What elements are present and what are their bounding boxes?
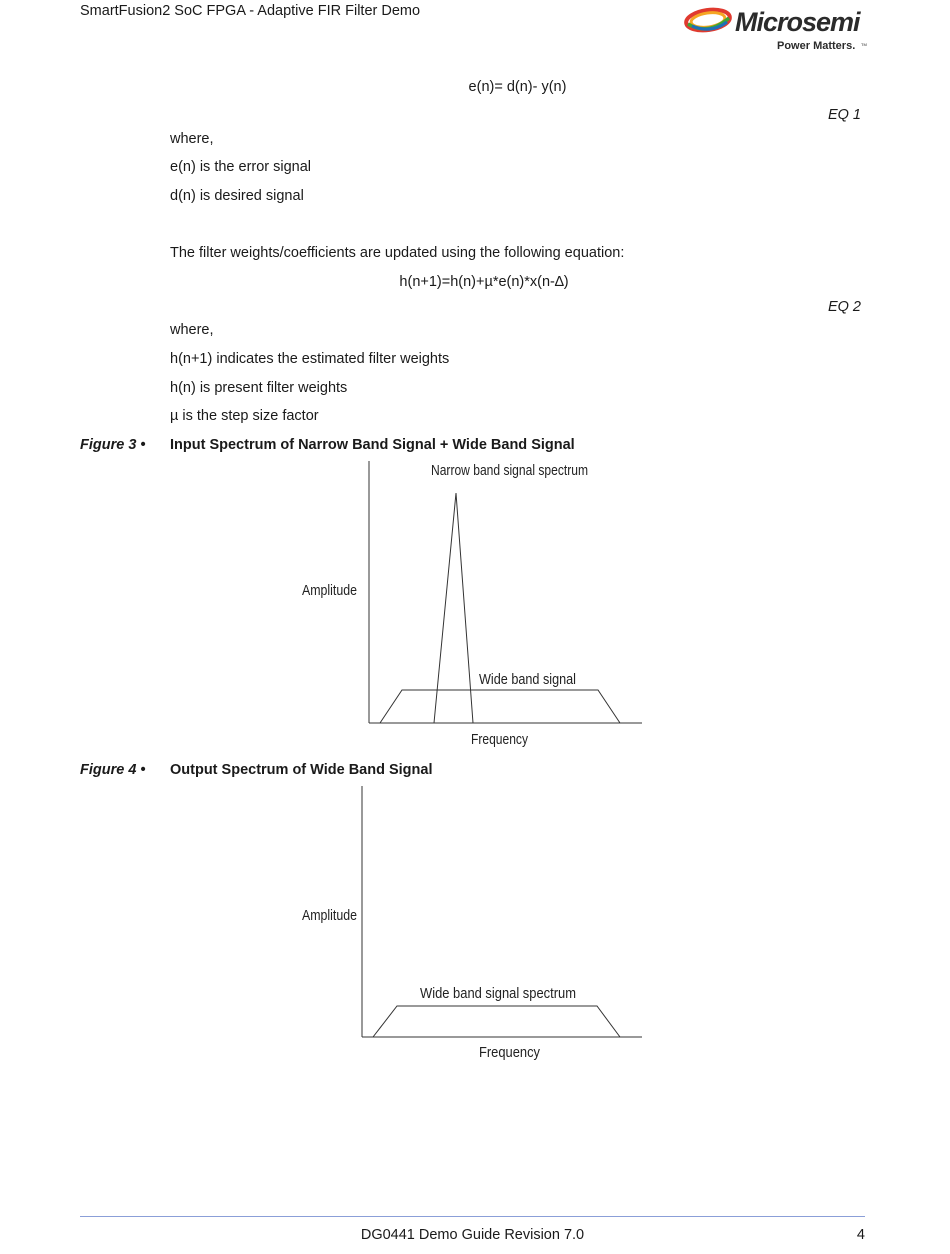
wide-band-label: Wide band signal (479, 671, 576, 688)
figure-3-label: Figure 3 • (80, 437, 146, 453)
equation-2: h(n+1)=h(n)+µ*e(n)*x(n-∆) (399, 274, 569, 290)
logo-wordmark: Microsemi (735, 7, 860, 37)
eq2-definition: h(n+1) indicates the estimated filter weights (170, 351, 450, 367)
logo-tagline: Power Matters. (777, 40, 856, 52)
page-number: 4 (856, 1227, 865, 1243)
figure-4-label: Figure 4 • (80, 762, 146, 778)
equation-2-number: EQ 2 (827, 299, 861, 315)
narrow-band-label: Narrow band signal spectrum (431, 462, 588, 479)
wide-band-trapezoid (373, 1006, 620, 1037)
footer-document-id: DG0441 Demo Guide Revision 7.0 (360, 1227, 585, 1243)
wide-band-spectrum-label: Wide band signal spectrum (420, 985, 576, 1002)
eq1-definition: e(n) is the error signal (170, 159, 312, 175)
eq1-where: where, (170, 131, 214, 147)
eq1-definition: d(n) is desired signal (170, 188, 304, 204)
footer-divider (80, 1216, 865, 1217)
wide-band-trapezoid (380, 690, 620, 723)
y-axis-label: Amplitude (302, 582, 357, 599)
logo-swirl-icon (685, 7, 731, 33)
figure-3-caption: Input Spectrum of Narrow Band Signal + Wide Band Signal (170, 437, 575, 453)
figure-4-diagram (280, 780, 660, 1070)
figure-3-diagram (280, 455, 660, 755)
eq2-where: where, (170, 322, 214, 338)
narrow-band-spike (434, 493, 473, 723)
logo-trademark: TM (861, 42, 867, 47)
equation-1-number: EQ 1 (827, 107, 861, 123)
eq2-definition: µ is the step size factor (170, 408, 319, 424)
x-axis-label: Frequency (471, 731, 529, 748)
figure-4-caption: Output Spectrum of Wide Band Signal (170, 762, 433, 778)
document-header-title: SmartFusion2 SoC FPGA - Adaptive FIR Filter Demo (80, 3, 421, 19)
y-axis-label: Amplitude (302, 907, 357, 924)
microsemi-logo (683, 4, 868, 54)
eq2-definition: h(n) is present filter weights (170, 380, 348, 396)
microsemi-logo-icon (683, 4, 868, 54)
equation-1: e(n)= d(n)- y(n) (468, 79, 567, 95)
x-axis-label: Frequency (479, 1044, 541, 1061)
eq2-intro-paragraph: The filter weights/coefficients are updated using the following equation: (170, 245, 625, 261)
